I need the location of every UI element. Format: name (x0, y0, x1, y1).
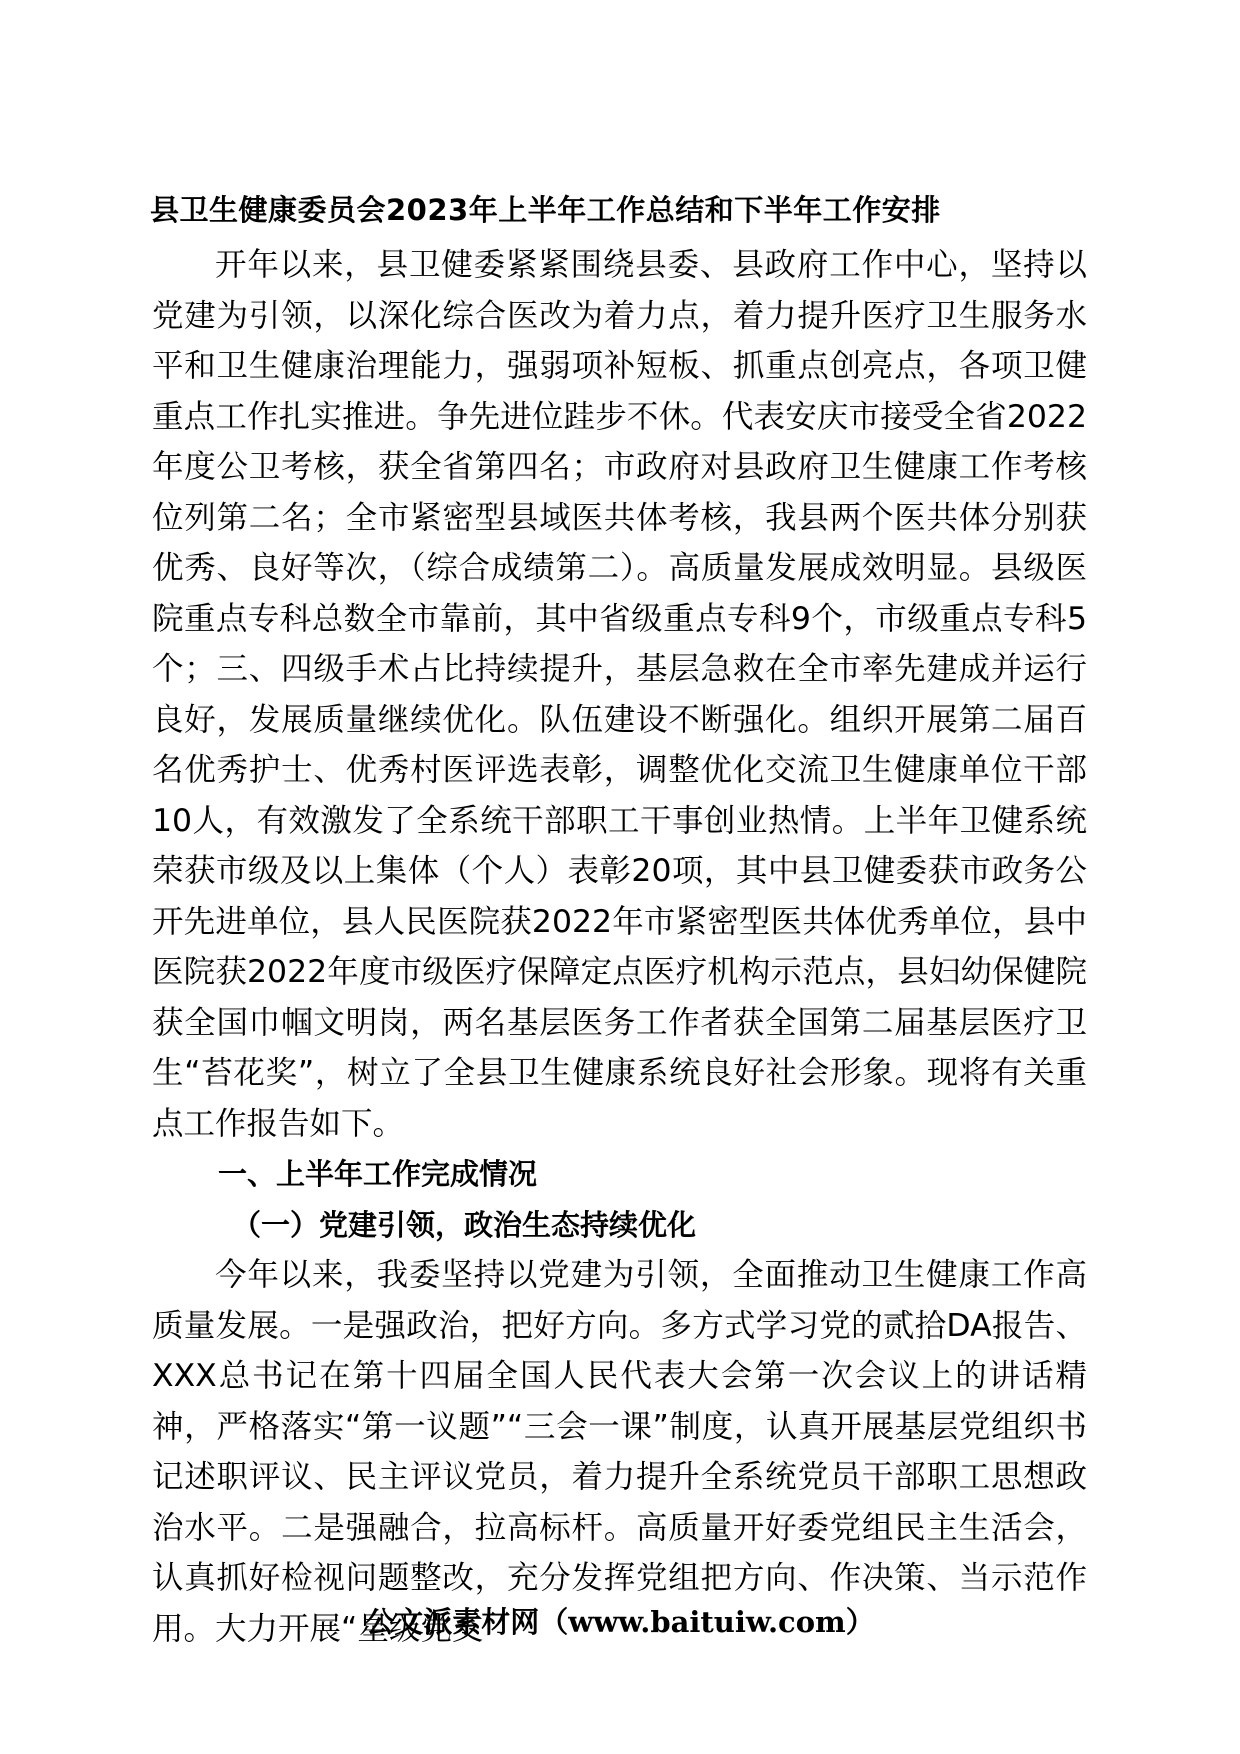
subsection-heading: （一）党建引领，政治生态持续优化 (232, 1207, 697, 1242)
document-title: 县卫生健康委员会2023年上半年工作总结和下半年工作安排 (150, 193, 941, 227)
section-paragraph: 今年以来，我委坚持以党建为引领，全面推动卫生健康工作高质量发展。一是强政治，把好方向。多方式学习党的贰拾DA报告、XXX总书记在第十四届全国人民代表大会第一次会议上的讲话精神，严格落实“第一议题”“三会一课”制度，认真开展基层党组织书记述职评议、民主评议党员，着力提升全系统党员干部职工思想政治水平。二是强融合，拉高标杆。高质量开好委党组民主生活会，认真抓好检视问题整改，充分发挥党组把方向、作决策、当示范作用。大力开展“星级党支 (152, 1257, 1087, 1647)
footer-watermark: 公文派素材网（www.baituiw.com） (365, 1605, 875, 1639)
document-body (152, 240, 1087, 1654)
intro-paragraph: 开年以来，县卫健委紧紧围绕县委、县政府工作中心，坚持以党建为引领，以深化综合医改为着力点，着力提升医疗卫生服务水平和卫生健康治理能力，强弱项补短板、抓重点创亮点，各项卫健重点工作扎实推进。争先进位跬步不休。代表安庆市接受全省2022年度公卫考核，获全省第四名；市政府对县政府卫生健康工作考核位列第二名；全市紧密型县域医共体考核，我县两个医共体分别获优秀、良好等次，（综合成绩第二）。高质量发展成效明显。县级医院重点专科总数全市靠前，其中省级重点专科9个，市级重点专科5个；三、四级手术占比持续提升，基层急救在全市率先建成并运行良好，发展质量继续优化。队伍建设不断强化。组织开展第二届百名优秀护士、优秀村医评选表彰，调整优化交流卫生健康单位干部10人，有效激发了全系统干部职工干事创业热情。上半年卫健系统荣获市级及以上集体（个人）表彰20项，其中县卫健委获市政务公开先进单位，县人民医院获2022年市紧密型医共体优秀单位，县中医院获2022年度市级医疗保障定点医疗机构示范点，县妇幼保健院获全国巾帼文明岗，两名基层医务工作者获全国第二届基层医疗卫生“苔花奖”，树立了全县卫生健康系统良好社会形象。现将有关重点工作报告如下。 (152, 247, 1087, 1142)
section-heading: 一、上半年工作完成情况 (218, 1157, 538, 1191)
